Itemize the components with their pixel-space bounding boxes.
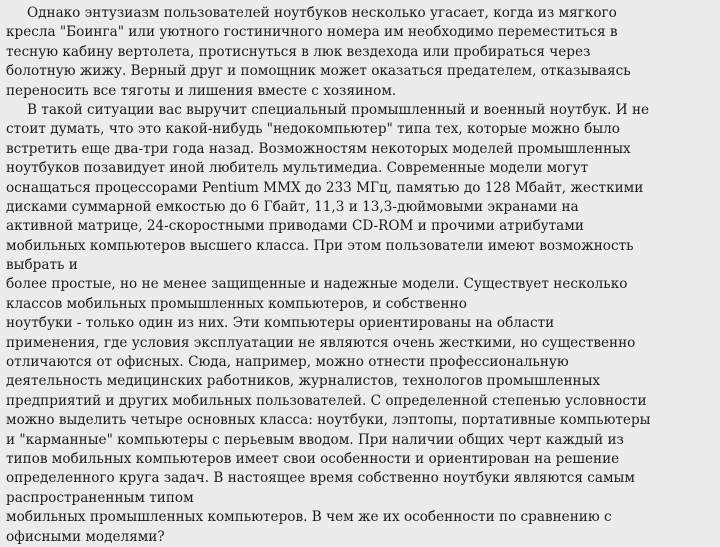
- text-line: распространенным типом: [6, 489, 194, 506]
- text-line: можно выделить четыре основных класса: ноутбуки, лэптопы, портативные компьютеры: [6, 412, 651, 429]
- text-line: Однако энтузиазм пользователей ноутбуков несколько угасает, когда из мягкого: [27, 5, 617, 21]
- text-line: мобильных промышленных компьютеров. В чем же их особенности по сравнению с: [6, 509, 612, 526]
- text-line: более простые, но не менее защищенные и надежные модели. Существует несколько: [6, 276, 628, 293]
- text-line: дисками суммарной емкостью до 6 Гбайт, 11,3 и 13,3-дюймовыми экранами на: [6, 198, 579, 215]
- text-line: тесную кабину вертолета, протиснуться в люк вездехода или пробираться через: [6, 43, 591, 60]
- text-line: оснащаться процессорами Pentium MMX до 233 МГц, памятью до 128 Мбайт, жесткими: [6, 179, 644, 196]
- text-line: кресла "Боинга" или уютного гостиничного номера им необходимо переместиться в: [6, 24, 618, 41]
- text-line: мобильных компьютеров высшего класса. При этом пользователи имеют возможность: [6, 237, 634, 254]
- text-line: предприятий и других мобильных пользователей. С определенной степенью условности: [6, 392, 647, 409]
- text-line: ноутбуки - только один из них. Эти компьютеры ориентированы на области: [6, 315, 555, 332]
- text-line: и "карманные" компьютеры с перьевым вводом. При наличии общих черт каждый из: [6, 431, 624, 448]
- text-line: выбрать и: [6, 257, 78, 274]
- text-line: ноутбуков позавидует иной любитель мультимедиа. Современные модели могут: [6, 160, 589, 177]
- text-line: отличаются от офисных. Сюда, например, можно отнести профессиональную: [6, 354, 569, 371]
- text-line: типов мобильных компьютеров имеет свои особенности и ориентирован на решение: [6, 450, 620, 467]
- text-line: применения, где условия эксплуатации не являются очень жесткими, но существенно: [6, 334, 636, 351]
- text-line: деятельность медицинских работников, журналистов, технологов промышленных: [6, 373, 601, 390]
- text-line: переносить все тяготы и лишения вместе с хозяином.: [6, 82, 397, 99]
- text-line: болотную жижу. Верный друг и помощник может оказаться предателем, отказываясь: [6, 63, 631, 80]
- text-line: В такой ситуации вас выручит специальный промышленный и военный ноутбук. И не: [27, 101, 650, 118]
- text-line: классов мобильных промышленных компьютеров, и собственно: [6, 295, 467, 312]
- text-line: офисными моделями?: [6, 528, 165, 545]
- text-line: встретить еще два-три года назад. Возможностям некоторых моделей промышленных: [6, 140, 631, 157]
- text-line: активной матрице, 24-скоростными приводами CD-ROM и прочими атрибутами: [6, 218, 584, 235]
- text-line: определенного круга задач. В настоящее время собственно ноутбуки являются самым: [6, 470, 635, 487]
- text-line: стоит думать, что это какой-нибудь "недокомпьютер" типа тех, которые можно было: [6, 121, 620, 138]
